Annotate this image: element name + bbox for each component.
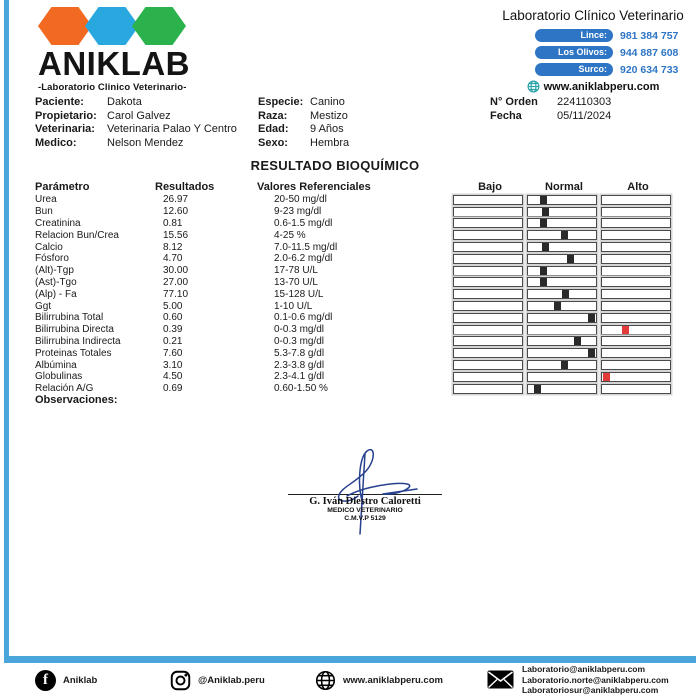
- bajo-bar: [453, 277, 523, 287]
- observations-label: Observaciones:: [35, 394, 118, 406]
- value-marker: [561, 231, 568, 239]
- result-value: 27.00: [163, 276, 189, 288]
- bajo-bar: [453, 230, 523, 240]
- indicator-bars: [453, 230, 675, 240]
- indicator-bars: [453, 301, 675, 311]
- envelope-icon: [487, 670, 514, 689]
- hexagon-blue-icon: [85, 7, 139, 45]
- result-value: 0.81: [163, 217, 183, 229]
- footer-emails: [487, 664, 669, 696]
- branch-row: [492, 63, 694, 76]
- normal-bar: [527, 325, 597, 335]
- field-label: Raza:: [258, 109, 288, 122]
- hexagon-orange-icon: [38, 7, 92, 45]
- alert-marker: [603, 373, 610, 381]
- field-label: Fecha: [490, 109, 522, 122]
- field-value: Hembra: [310, 136, 350, 149]
- bajo-bar: [453, 218, 523, 228]
- alto-bar: [601, 348, 671, 358]
- normal-bar: [527, 384, 597, 394]
- instagram-icon: [170, 670, 191, 691]
- bajo-bar: [453, 372, 523, 382]
- result-row: [35, 218, 695, 230]
- result-value: 3.10: [163, 359, 183, 371]
- globe-icon: [527, 80, 540, 93]
- normal-bar: [527, 360, 597, 370]
- reference-range: 1-10 U/L: [274, 300, 313, 312]
- bajo-bar: [453, 325, 523, 335]
- result-value: 4.70: [163, 253, 183, 265]
- reference-range: 7.0-11.5 mg/dl: [274, 241, 338, 253]
- alto-bar: [601, 360, 671, 370]
- bajo-bar: [453, 301, 523, 311]
- param-name: Creatinina: [35, 217, 81, 229]
- patient-field: [490, 110, 611, 124]
- alto-bar: [601, 207, 671, 217]
- result-row: [35, 336, 695, 348]
- patient-field: [258, 137, 349, 151]
- field-value: 9 Años: [310, 123, 344, 135]
- reference-range: 9-23 mg/dl: [274, 206, 322, 218]
- param-name: Bilirrubina Indirecta: [35, 335, 121, 347]
- result-row: [35, 253, 695, 265]
- normal-bar: [527, 289, 597, 299]
- field-label: Veterinaria:: [35, 123, 95, 135]
- result-value: 77.10: [163, 288, 189, 300]
- veterinarian-license: C.M.V.P 5129: [344, 515, 386, 522]
- result-row: [35, 383, 695, 395]
- result-row: [35, 206, 695, 218]
- col-header-param: Parámetro: [35, 181, 90, 193]
- section-title: RESULTADO BIOQUÍMICO: [250, 158, 420, 173]
- result-row: [35, 324, 695, 336]
- value-marker: [540, 219, 547, 227]
- result-value: 26.97: [163, 194, 189, 206]
- branch-pill: Los Olivos:: [535, 46, 613, 59]
- field-value: Nelson Mendez: [107, 136, 184, 149]
- email-item: Laboratorio.norte@aniklabperu.com: [522, 674, 669, 685]
- email-list: [522, 664, 669, 696]
- result-row: [35, 241, 695, 253]
- patient-field: [258, 110, 349, 124]
- param-name: Relación A/G: [35, 383, 94, 395]
- result-value: 4.50: [163, 371, 183, 383]
- normal-bar: [527, 218, 597, 228]
- value-marker: [561, 361, 568, 369]
- indicator-bars: [453, 242, 675, 252]
- branch-pill: Lince:: [535, 29, 613, 42]
- field-value: Mestizo: [310, 109, 348, 122]
- indicator-bars: [453, 195, 675, 205]
- param-name: Albúmina: [35, 359, 77, 371]
- website-row: [492, 80, 694, 93]
- branch-pill: Surco:: [535, 63, 613, 76]
- normal-bar: [527, 266, 597, 276]
- email-item: Laboratoriosur@aniklabperu.com: [522, 685, 659, 695]
- value-marker: [540, 278, 547, 286]
- indicator-bars: [453, 218, 675, 228]
- bajo-bar: [453, 207, 523, 217]
- result-value: 0.21: [163, 335, 183, 347]
- value-marker: [554, 302, 561, 310]
- col-header-high: Alto: [627, 181, 649, 193]
- patient-col-mid: [258, 96, 349, 150]
- param-name: (Alt)-Tgp: [35, 265, 74, 277]
- globe-icon: [315, 670, 336, 691]
- reference-range: 2.0-6.2 mg/dl: [274, 253, 333, 265]
- footer-accent-bar: [4, 656, 696, 663]
- bajo-bar: [453, 266, 523, 276]
- result-value: 0.39: [163, 324, 183, 336]
- reference-range: 0-0.3 mg/dl: [274, 335, 325, 347]
- bajo-bar: [453, 242, 523, 252]
- alto-bar: [601, 266, 671, 276]
- bajo-bar: [453, 384, 523, 394]
- branch-phone: 981 384 757: [620, 29, 679, 42]
- branch-row: [492, 29, 694, 42]
- reference-range: 17-78 U/L: [274, 265, 318, 277]
- patient-field: [490, 96, 611, 110]
- reference-range: 4-25 %: [274, 229, 306, 241]
- param-name: Bilirrubina Directa: [35, 324, 114, 336]
- result-value: 8.12: [163, 241, 183, 253]
- alto-bar: [601, 195, 671, 205]
- field-value: 05/11/2024: [557, 109, 612, 122]
- patient-field: [35, 137, 237, 151]
- value-marker: [567, 255, 574, 263]
- branch-row: [492, 46, 694, 59]
- param-name: (Alp) - Fa: [35, 288, 77, 300]
- param-name: Fósforo: [35, 253, 69, 265]
- value-marker: [540, 267, 547, 275]
- normal-bar: [527, 313, 597, 323]
- patient-field: [35, 123, 237, 137]
- indicator-bars: [453, 336, 675, 346]
- alert-marker: [622, 326, 629, 334]
- normal-bar: [527, 348, 597, 358]
- result-value: 0.69: [163, 383, 183, 395]
- normal-bar: [527, 242, 597, 252]
- bajo-bar: [453, 254, 523, 264]
- result-value: 12.60: [163, 206, 189, 218]
- alto-bar: [601, 218, 671, 228]
- indicator-bars: [453, 254, 675, 264]
- result-value: 15.56: [163, 229, 189, 241]
- bajo-bar: [453, 348, 523, 358]
- value-marker: [542, 208, 549, 216]
- col-header-normal: Normal: [545, 181, 583, 193]
- value-marker: [542, 243, 549, 251]
- alto-bar: [601, 313, 671, 323]
- indicator-bars: [453, 384, 675, 394]
- param-name: Calcio: [35, 241, 63, 253]
- param-name: Bilirrubina Total: [35, 312, 104, 324]
- indicator-bars: [453, 266, 675, 276]
- value-marker: [588, 349, 595, 357]
- param-name: Globulinas: [35, 371, 83, 383]
- alto-bar: [601, 336, 671, 346]
- result-row: [35, 347, 695, 359]
- patient-col-left: [35, 96, 237, 150]
- result-value: 7.60: [163, 347, 183, 359]
- col-header-reference: Valores Referenciales: [257, 181, 371, 193]
- result-row: [35, 229, 695, 241]
- result-row: [35, 277, 695, 289]
- indicator-bars: [453, 313, 675, 323]
- param-name: (Ast)-Tgo: [35, 276, 77, 288]
- website-text: www.aniklabperu.com: [543, 80, 660, 93]
- brand-name: ANIKLAB: [38, 45, 190, 82]
- results-table: [35, 194, 695, 395]
- table-header: [35, 181, 695, 193]
- result-row: [35, 312, 695, 324]
- col-header-low: Bajo: [478, 181, 502, 193]
- value-marker: [562, 290, 569, 298]
- clinic-title: Laboratorio Clínico Veterinario: [502, 8, 684, 23]
- result-value: 30.00: [163, 265, 189, 277]
- email-item: Laboratorio@aniklabperu.com: [522, 664, 646, 674]
- reference-range: 0.60-1.50 %: [274, 383, 328, 395]
- value-marker: [534, 385, 541, 393]
- value-marker: [588, 314, 595, 322]
- col-header-levels: [453, 181, 675, 193]
- result-row: [35, 265, 695, 277]
- result-value: 5.00: [163, 300, 183, 312]
- brand-tagline: -Laboratorio Clinico Veterinario-: [38, 81, 187, 93]
- indicator-bars: [453, 277, 675, 287]
- alto-bar: [601, 372, 671, 382]
- bajo-bar: [453, 289, 523, 299]
- alto-bar: [601, 242, 671, 252]
- reference-range: 2.3-4.1 g/dl: [274, 371, 325, 383]
- veterinarian-title: MEDICO VETERINARIO: [327, 507, 403, 514]
- branch-phone: 920 634 733: [620, 63, 679, 76]
- field-value: Veterinaria Palao Y Centro: [107, 123, 237, 135]
- indicator-bars: [453, 289, 675, 299]
- reference-range: 0-0.3 mg/dl: [274, 324, 325, 336]
- left-accent-stripe: [4, 0, 9, 663]
- value-marker: [540, 196, 547, 204]
- normal-bar: [527, 372, 597, 382]
- field-value: 224110303: [557, 96, 612, 108]
- value-marker: [574, 337, 581, 345]
- param-name: Proteinas Totales: [35, 347, 112, 359]
- signature-block: [288, 446, 442, 523]
- param-name: Bun: [35, 206, 53, 218]
- result-row: [35, 359, 695, 371]
- header-contact-block: [492, 8, 694, 93]
- reference-range: 2.3-3.8 g/dl: [274, 359, 325, 371]
- field-label: Edad:: [258, 123, 289, 135]
- result-row: [35, 371, 695, 383]
- field-label: Propietario:: [35, 109, 97, 122]
- normal-bar: [527, 254, 597, 264]
- hexagon-green-icon: [132, 7, 186, 45]
- bajo-bar: [453, 195, 523, 205]
- reference-range: 5.3-7.8 g/dl: [274, 347, 325, 359]
- order-col: [490, 96, 611, 123]
- param-name: Ggt: [35, 300, 52, 312]
- field-label: Paciente:: [35, 96, 84, 108]
- reference-range: 20-50 mg/dl: [274, 194, 327, 206]
- alto-bar: [601, 301, 671, 311]
- footer-website-label: www.aniklabperu.com: [343, 675, 443, 686]
- field-label: N° Orden: [490, 96, 538, 108]
- field-label: Medico:: [35, 136, 77, 149]
- normal-bar: [527, 230, 597, 240]
- indicator-bars: [453, 360, 675, 370]
- normal-bar: [527, 195, 597, 205]
- patient-field: [35, 96, 237, 110]
- facebook-icon: f: [35, 670, 56, 691]
- patient-field: [258, 96, 349, 110]
- normal-bar: [527, 301, 597, 311]
- param-name: Urea: [35, 194, 57, 206]
- param-name: Relacion Bun/Crea: [35, 229, 119, 241]
- logo: [38, 7, 208, 93]
- reference-range: 0.1-0.6 mg/dl: [274, 312, 333, 324]
- result-row: [35, 300, 695, 312]
- field-value: Canino: [310, 96, 345, 108]
- indicator-bars: [453, 348, 675, 358]
- result-row: [35, 194, 695, 206]
- bajo-bar: [453, 360, 523, 370]
- alto-bar: [601, 384, 671, 394]
- alto-bar: [601, 254, 671, 264]
- veterinarian-name: G. Iván Diestro Caloretti: [288, 494, 442, 507]
- col-header-result: Resultados: [155, 181, 215, 193]
- footer-facebook: [35, 670, 97, 691]
- field-label: Especie:: [258, 96, 304, 108]
- bajo-bar: [453, 336, 523, 346]
- instagram-label: @Aniklab.peru: [198, 675, 265, 686]
- result-row: [35, 288, 695, 300]
- field-value: Carol Galvez: [107, 109, 171, 122]
- reference-range: 15-128 U/L: [274, 288, 324, 300]
- patient-field: [258, 123, 349, 137]
- reference-range: 13-70 U/L: [274, 276, 318, 288]
- alto-bar: [601, 289, 671, 299]
- indicator-bars: [453, 325, 675, 335]
- patient-field: [35, 110, 237, 124]
- alto-bar: [601, 230, 671, 240]
- normal-bar: [527, 207, 597, 217]
- result-value: 0.60: [163, 312, 183, 324]
- facebook-label: Aniklab: [63, 675, 98, 686]
- indicator-bars: [453, 372, 675, 382]
- footer-instagram: [170, 670, 265, 691]
- field-label: Sexo:: [258, 136, 288, 149]
- logo-hexagons-icon: [38, 7, 208, 45]
- bajo-bar: [453, 313, 523, 323]
- alto-bar: [601, 277, 671, 287]
- field-value: Dakota: [107, 96, 142, 108]
- normal-bar: [527, 336, 597, 346]
- normal-bar: [527, 277, 597, 287]
- alto-bar: [601, 325, 671, 335]
- footer-website: [315, 670, 443, 691]
- reference-range: 0.6-1.5 mg/dl: [274, 217, 333, 229]
- indicator-bars: [453, 207, 675, 217]
- branch-phone: 944 887 608: [620, 46, 679, 59]
